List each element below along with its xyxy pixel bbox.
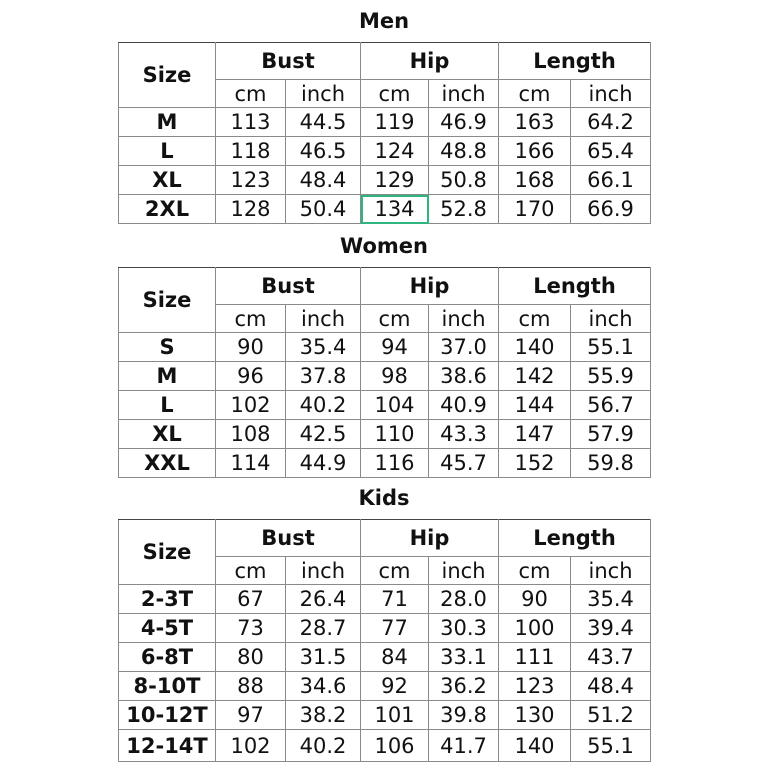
cell: 80	[216, 643, 286, 672]
size-label: 8-10T	[119, 672, 216, 701]
cell: 48.4	[571, 672, 651, 701]
table-row	[119, 585, 651, 614]
cell: 50.8	[429, 166, 499, 195]
cell: 42.5	[286, 420, 361, 449]
cell: 104	[361, 391, 429, 420]
cell: 108	[216, 420, 286, 449]
cell: 37.8	[286, 362, 361, 391]
cell: 144	[499, 391, 571, 420]
unit-inch: inch	[571, 80, 651, 108]
cell: 40.2	[286, 730, 361, 762]
cell: 37.0	[429, 333, 499, 362]
cell: 40.2	[286, 391, 361, 420]
table-row	[119, 701, 651, 730]
cell: 118	[216, 137, 286, 166]
cell: 44.9	[286, 449, 361, 478]
cell: 34.6	[286, 672, 361, 701]
cell: 26.4	[286, 585, 361, 614]
cell: 43.3	[429, 420, 499, 449]
unit-inch: inch	[429, 305, 499, 333]
cell: 163	[499, 108, 571, 137]
cell: 130	[499, 701, 571, 730]
cell: 98	[361, 362, 429, 391]
cell: 55.1	[571, 333, 651, 362]
unit-cm: cm	[216, 305, 286, 333]
cell: 140	[499, 333, 571, 362]
table-row	[119, 362, 651, 391]
size-label: 10-12T	[119, 701, 216, 730]
cell: 67	[216, 585, 286, 614]
unit-cm: cm	[216, 557, 286, 585]
table-row	[119, 730, 651, 762]
cell: 129	[361, 166, 429, 195]
table-row	[119, 614, 651, 643]
size-label: 12-14T	[119, 730, 216, 762]
header-hip: Hip	[361, 43, 499, 80]
cell: 94	[361, 333, 429, 362]
unit-cm: cm	[499, 80, 571, 108]
cell: 90	[216, 333, 286, 362]
cell: 28.7	[286, 614, 361, 643]
size-label: 2XL	[119, 195, 216, 224]
cell: 124	[361, 137, 429, 166]
size-label: L	[119, 391, 216, 420]
table-row	[119, 672, 651, 701]
cell: 128	[216, 195, 286, 224]
header-size: Size	[119, 520, 216, 585]
cell: 50.4	[286, 195, 361, 224]
cell: 57.9	[571, 420, 651, 449]
cell: 28.0	[429, 585, 499, 614]
header-length: Length	[499, 43, 651, 80]
size-label: 4-5T	[119, 614, 216, 643]
cell: 45.7	[429, 449, 499, 478]
cell: 55.9	[571, 362, 651, 391]
unit-inch: inch	[571, 557, 651, 585]
size-label: XL	[119, 420, 216, 449]
size-label: 2-3T	[119, 585, 216, 614]
cell: 111	[499, 643, 571, 672]
unit-cm: cm	[361, 305, 429, 333]
table-row	[119, 420, 651, 449]
table-row	[119, 391, 651, 420]
cell: 65.4	[571, 137, 651, 166]
size-table-women	[118, 267, 651, 478]
unit-cm: cm	[361, 557, 429, 585]
size-label: M	[119, 362, 216, 391]
cell: 43.7	[571, 643, 651, 672]
cell: 30.3	[429, 614, 499, 643]
cell: 51.2	[571, 701, 651, 730]
cell: 123	[499, 672, 571, 701]
cell: 123	[216, 166, 286, 195]
unit-inch: inch	[429, 557, 499, 585]
cell: 166	[499, 137, 571, 166]
cell: 142	[499, 362, 571, 391]
section-title-kids: Kids	[358, 486, 410, 510]
cell: 36.2	[429, 672, 499, 701]
cell: 39.4	[571, 614, 651, 643]
header-length: Length	[499, 268, 651, 305]
header-hip: Hip	[361, 268, 499, 305]
cell: 44.5	[286, 108, 361, 137]
header-bust: Bust	[216, 520, 361, 557]
header-bust: Bust	[216, 43, 361, 80]
cell: 97	[216, 701, 286, 730]
cell: 33.1	[429, 643, 499, 672]
size-label: M	[119, 108, 216, 137]
section-title-women: Women	[340, 234, 428, 258]
table-row	[119, 108, 651, 137]
size-table-kids	[118, 519, 651, 762]
cell: 113	[216, 108, 286, 137]
header-bust: Bust	[216, 268, 361, 305]
cell: 59.8	[571, 449, 651, 478]
unit-cm: cm	[361, 80, 429, 108]
header-length: Length	[499, 520, 651, 557]
unit-inch: inch	[286, 557, 361, 585]
cell: 73	[216, 614, 286, 643]
table-row	[119, 166, 651, 195]
cell: 100	[499, 614, 571, 643]
cell: 114	[216, 449, 286, 478]
unit-inch: inch	[286, 80, 361, 108]
size-label: L	[119, 137, 216, 166]
table-row	[119, 643, 651, 672]
cell: 40.9	[429, 391, 499, 420]
cell: 106	[361, 730, 429, 762]
header-size: Size	[119, 268, 216, 333]
unit-inch: inch	[429, 80, 499, 108]
cell: 46.5	[286, 137, 361, 166]
table-row	[119, 137, 651, 166]
unit-cm: cm	[499, 557, 571, 585]
header-size: Size	[119, 43, 216, 108]
cell: 48.8	[429, 137, 499, 166]
unit-inch: inch	[286, 305, 361, 333]
cell: 66.1	[571, 166, 651, 195]
cell: 92	[361, 672, 429, 701]
cell: 35.4	[286, 333, 361, 362]
cell: 140	[499, 730, 571, 762]
cell: 38.6	[429, 362, 499, 391]
table-row	[119, 333, 651, 362]
unit-cm: cm	[499, 305, 571, 333]
table-row	[119, 449, 651, 478]
unit-cm: cm	[216, 80, 286, 108]
size-label: XXL	[119, 449, 216, 478]
cell: 48.4	[286, 166, 361, 195]
cell: 147	[499, 420, 571, 449]
cell: 152	[499, 449, 571, 478]
cell: 46.9	[429, 108, 499, 137]
cell: 39.8	[429, 701, 499, 730]
size-label: XL	[119, 166, 216, 195]
cell: 102	[216, 730, 286, 762]
cell: 52.8	[429, 195, 499, 224]
cell: 170	[499, 195, 571, 224]
cell: 96	[216, 362, 286, 391]
cell: 38.2	[286, 701, 361, 730]
size-label: S	[119, 333, 216, 362]
cell: 71	[361, 585, 429, 614]
cell: 168	[499, 166, 571, 195]
header-hip: Hip	[361, 520, 499, 557]
size-table-men	[118, 42, 651, 224]
cell: 90	[499, 585, 571, 614]
size-label: 6-8T	[119, 643, 216, 672]
selected-cell[interactable]: 134	[361, 195, 429, 224]
cell: 77	[361, 614, 429, 643]
unit-inch: inch	[571, 305, 651, 333]
cell: 88	[216, 672, 286, 701]
cell: 119	[361, 108, 429, 137]
cell: 84	[361, 643, 429, 672]
cell: 110	[361, 420, 429, 449]
cell: 64.2	[571, 108, 651, 137]
cell: 55.1	[571, 730, 651, 762]
cell: 102	[216, 391, 286, 420]
cell: 101	[361, 701, 429, 730]
cell: 35.4	[571, 585, 651, 614]
table-row	[119, 195, 651, 224]
cell: 41.7	[429, 730, 499, 762]
cell: 66.9	[571, 195, 651, 224]
section-title-men: Men	[358, 9, 410, 33]
cell: 116	[361, 449, 429, 478]
cell: 31.5	[286, 643, 361, 672]
cell: 56.7	[571, 391, 651, 420]
